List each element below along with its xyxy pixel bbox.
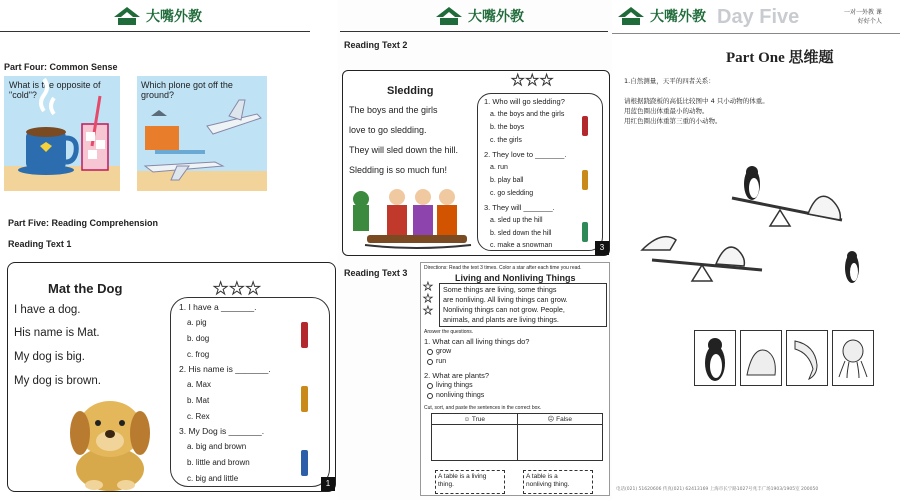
- story-line: They will sled down the hill.: [349, 145, 459, 155]
- cold-hot-picture: [4, 76, 120, 191]
- answer-option[interactable]: c. go sledding: [490, 190, 534, 197]
- radio-circle-icon[interactable]: [427, 349, 433, 355]
- story-line: Sledding is so much fun!: [349, 165, 448, 175]
- crayon-icon: [582, 170, 588, 190]
- instruction-line: 请根据跷跷板的高低比较图中 4 只小动物的体重。: [624, 97, 769, 105]
- worksheet-panel-1: [0, 0, 338, 500]
- cut-instructions: Cut, sort, and paste the sentences in the correct box.: [424, 405, 542, 411]
- radio-label: nonliving things: [436, 392, 485, 399]
- card-line: thing.: [438, 481, 454, 488]
- false-label: False: [556, 416, 572, 423]
- passage-line: are nonliving. All living things can grow.: [443, 295, 568, 304]
- card-line: A table is a: [526, 473, 558, 480]
- ws-question-2: 2. What are plants?: [424, 371, 490, 380]
- brand-header: [434, 4, 524, 28]
- animal-cards: [694, 330, 874, 386]
- story-line: My dog is brown.: [14, 375, 101, 387]
- brand-name: 大嘴外教: [650, 9, 706, 25]
- true-label: True: [471, 416, 485, 423]
- seesaw-puzzle: [612, 160, 900, 310]
- crayon-icon: [582, 116, 588, 136]
- planes-illustration: [137, 76, 267, 191]
- crayon-icon: [301, 322, 308, 348]
- answer-option[interactable]: b. Mat: [187, 396, 210, 405]
- passage-line: Some things are living, some things: [443, 285, 557, 294]
- false-header: ☹ False: [518, 414, 603, 425]
- header-rule: [340, 31, 608, 32]
- octopus-card[interactable]: [832, 330, 874, 386]
- crayon-icon: [582, 222, 588, 242]
- reading-stars: ★★★: [511, 72, 555, 89]
- question-3: 3. They will _______.: [484, 203, 555, 212]
- answer-option[interactable]: b. play ball: [490, 177, 524, 184]
- radio-circle-icon[interactable]: [427, 393, 433, 399]
- penguin-icon: [695, 331, 735, 385]
- reading-stars: ★ ★ ★: [423, 281, 433, 317]
- answer-option[interactable]: c. big and little: [187, 474, 239, 483]
- header-rule: [0, 31, 310, 32]
- seal-icon: [741, 331, 781, 385]
- answer-option[interactable]: a. sled up the hill: [490, 217, 543, 224]
- sledding-kids-illustration: [347, 183, 477, 253]
- question-box: [477, 93, 603, 251]
- radio-label: living things: [436, 382, 473, 389]
- reading-card-sledding: [342, 70, 610, 256]
- reading-card-mat: [7, 262, 336, 492]
- crayon-icon: [301, 386, 308, 412]
- section-heading: Part Five: Reading Comprehension: [8, 218, 159, 228]
- false-column[interactable]: [518, 414, 603, 460]
- question-1: 1. Who will go sledding?: [484, 97, 565, 106]
- answer-option[interactable]: c. Rex: [187, 412, 210, 421]
- radio-circle-icon[interactable]: [427, 383, 433, 389]
- radio-option[interactable]: [427, 358, 446, 365]
- story-line: My dog is big.: [14, 351, 85, 363]
- brand-name: 大嘴外教: [146, 9, 202, 25]
- question-3: 3. My Dog is _______.: [179, 426, 265, 436]
- instruction-line: 用蓝色圈出体重最小的动物。: [624, 107, 709, 115]
- plane-picture: [137, 76, 267, 191]
- answer-option[interactable]: c. make a snowman: [490, 242, 553, 249]
- answer-option[interactable]: c. frog: [187, 350, 210, 359]
- worksheet-passage: [439, 283, 607, 327]
- section-heading: Part Four: Common Sense: [4, 62, 118, 72]
- reading-stars: ★★★: [213, 279, 262, 298]
- corner-line: 好好个人: [857, 18, 882, 25]
- answer-option[interactable]: b. the boys: [490, 124, 525, 131]
- radio-option[interactable]: [427, 382, 473, 389]
- answer-option[interactable]: b. little and brown: [187, 458, 250, 467]
- answer-option[interactable]: c. the girls: [490, 137, 522, 144]
- picture-question: What is the opposite of "cold"?: [9, 80, 101, 100]
- logo-icon: [616, 4, 646, 28]
- day-title: Day Five: [717, 6, 800, 28]
- reading-label: Reading Text 1: [8, 239, 72, 249]
- story-line: love to go sledding.: [349, 125, 427, 135]
- page-number: 3: [595, 241, 609, 255]
- logo-icon: [112, 4, 142, 28]
- sentence-card[interactable]: [435, 470, 505, 494]
- true-column[interactable]: [432, 414, 518, 460]
- passage-line: animals, and plants are living things.: [443, 315, 559, 324]
- radio-option[interactable]: [427, 392, 484, 399]
- reading-label: Reading Text 3: [344, 268, 408, 278]
- dog-illustration: [58, 381, 168, 491]
- radio-option[interactable]: [427, 348, 451, 355]
- story-title: Mat the Dog: [48, 281, 123, 296]
- living-nonliving-worksheet: [420, 262, 610, 496]
- story-line: I have a dog.: [14, 304, 81, 316]
- instruction-line: 1.自然测量，天平的四者关系：: [624, 77, 715, 85]
- question-box: [170, 297, 330, 487]
- card-line: A table is a living: [438, 473, 487, 480]
- story-title: Sledding: [387, 85, 434, 97]
- dolphin-icon: [787, 331, 827, 385]
- brand-header: [112, 4, 202, 28]
- corner-line: 一对一外教 课: [844, 9, 882, 16]
- worksheet-panel-3: [612, 0, 900, 500]
- answer-option[interactable]: b. dog: [187, 334, 210, 343]
- brand-header: [616, 4, 706, 28]
- radio-label: run: [436, 358, 447, 365]
- question-2: 2. His name is _______.: [179, 364, 271, 374]
- reading-label: Reading Text 2: [344, 40, 408, 50]
- question-2: 2. They love to _______.: [484, 150, 567, 159]
- octopus-icon: [833, 331, 873, 385]
- passage-line: Nonliving things can not grow. People,: [443, 305, 565, 314]
- header-rule: [612, 33, 900, 34]
- true-header: ☺ True: [432, 414, 517, 425]
- instruction-line: 用红色圈出体重第三重的小动物。: [624, 117, 722, 125]
- footer-contact: 电话(021) 51620606 传真(021) 62413169 上海市长宁路1027号兆丰广场1903/1905室 200050: [616, 487, 819, 492]
- worksheet-panel-2: [338, 0, 612, 500]
- crayon-icon: [301, 450, 308, 476]
- answer-option[interactable]: a. pig: [187, 318, 207, 327]
- seal-card[interactable]: [740, 330, 782, 386]
- answer-instructions: Answer the questions.: [424, 329, 474, 335]
- penguin-card[interactable]: [694, 330, 736, 386]
- radio-label: grow: [436, 348, 452, 355]
- card-line: nonliving thing.: [526, 481, 570, 488]
- sort-table: [431, 413, 603, 461]
- picture-question: Which plone got off the ground?: [141, 80, 233, 100]
- radio-circle-icon[interactable]: [427, 359, 433, 365]
- answer-option[interactable]: a. big and brown: [187, 442, 247, 451]
- ws-question-1: 1. What can all living things do?: [424, 337, 530, 346]
- question-1: 1. I have a _______.: [179, 302, 257, 312]
- brand-name: 大嘴外教: [468, 9, 524, 25]
- part-title: Part One 思维题: [726, 50, 834, 66]
- sentence-card[interactable]: [523, 470, 593, 494]
- worksheet-title: Living and Nonliving Things: [455, 273, 576, 283]
- answer-option[interactable]: a. run: [490, 164, 508, 171]
- drinks-illustration: [4, 76, 120, 191]
- corner-note: [844, 8, 882, 26]
- worksheet-directions: Directions: Read the text 3 times. Color a star after each time you read.: [424, 265, 582, 271]
- story-line: The boys and the girls: [349, 105, 438, 115]
- answer-option[interactable]: b. sled down the hill: [490, 230, 552, 237]
- answer-option[interactable]: a. the boys and the girls: [490, 111, 565, 118]
- answer-option[interactable]: a. Max: [187, 380, 212, 389]
- page-number: 1: [321, 477, 335, 491]
- logo-icon: [434, 4, 464, 28]
- dolphin-card[interactable]: [786, 330, 828, 386]
- story-line: His name is Mat.: [14, 327, 100, 339]
